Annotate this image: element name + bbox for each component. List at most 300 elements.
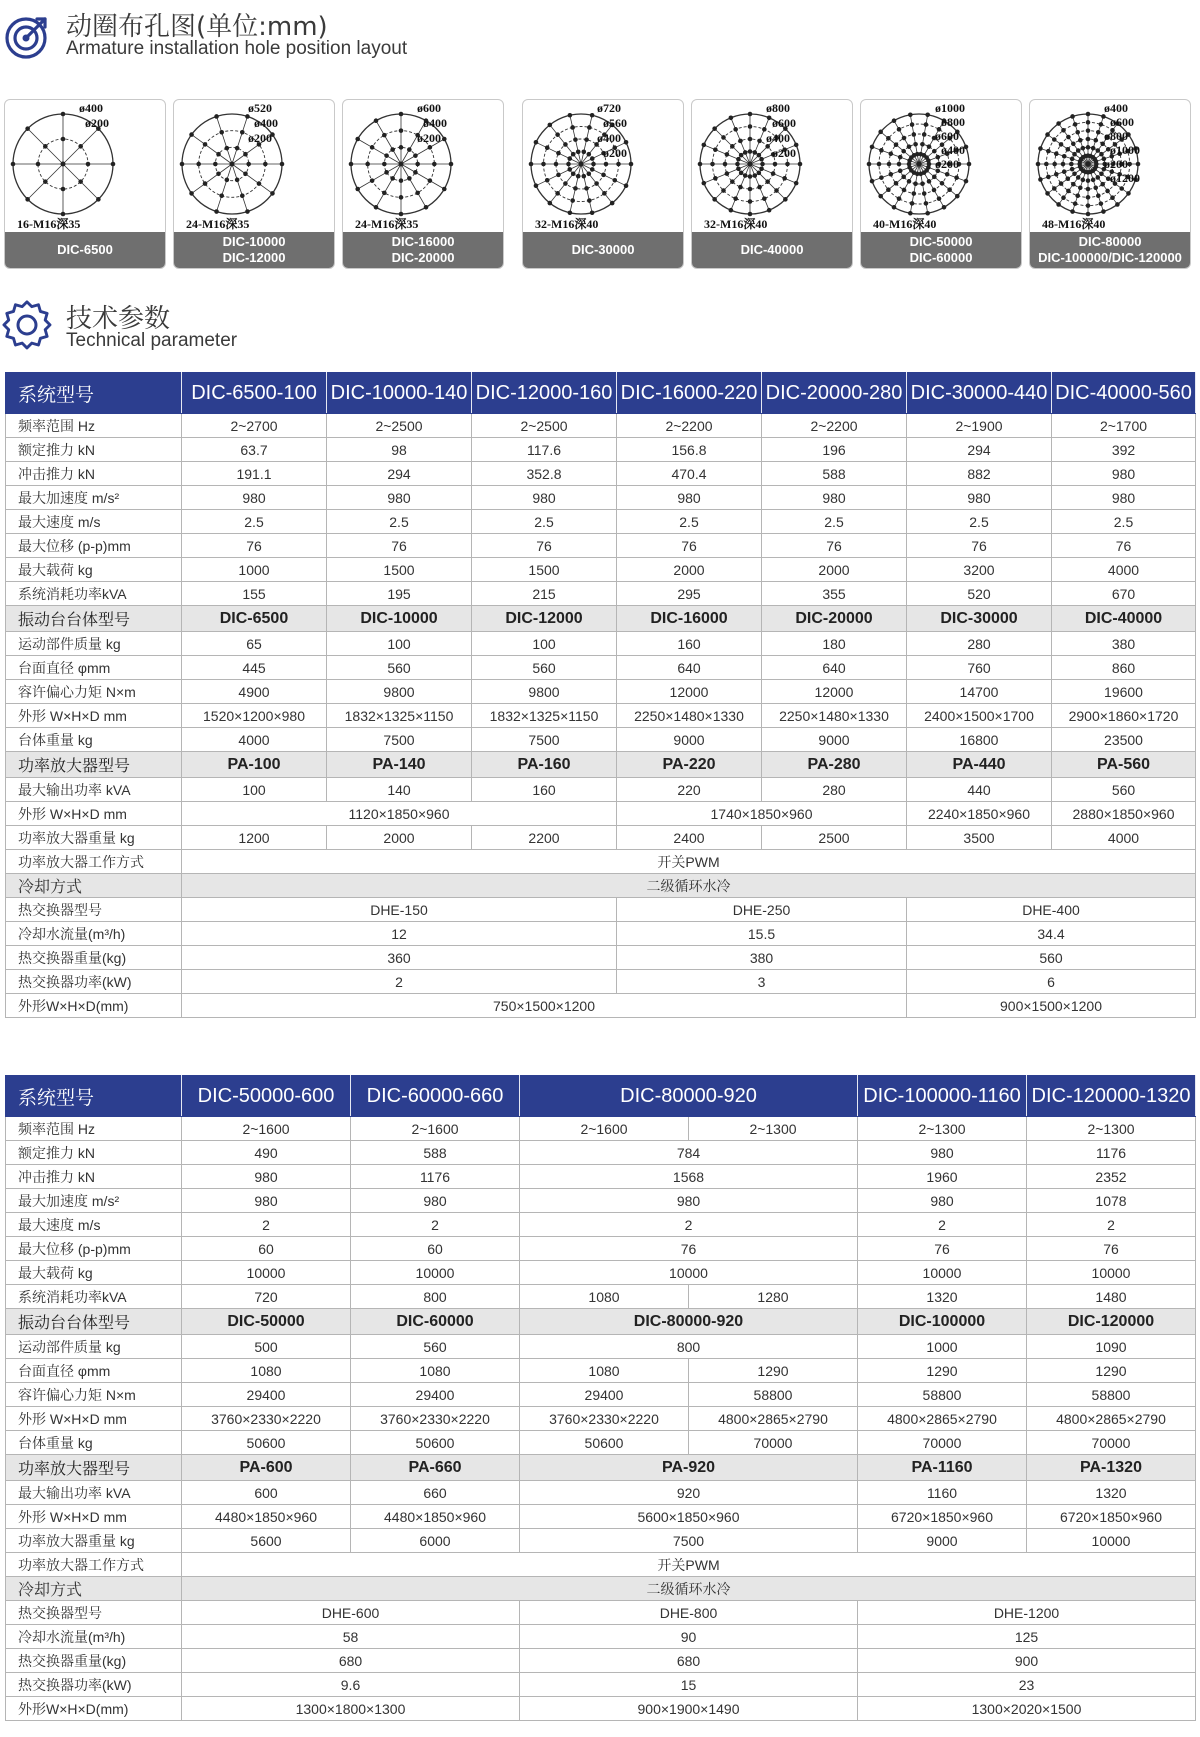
model-name: DIC-20000 xyxy=(391,250,455,265)
bolt-hole xyxy=(730,144,735,149)
model-name: DIC-60000 xyxy=(909,250,973,265)
bolt-hole xyxy=(1105,189,1110,194)
table-cell: 2~1700 xyxy=(1052,414,1196,438)
bolt-hole xyxy=(11,162,16,167)
bolt-hole xyxy=(736,157,741,162)
table-row xyxy=(6,1431,1196,1455)
spoke-line xyxy=(217,116,232,164)
bolt-hole xyxy=(61,137,66,142)
bolt-hole xyxy=(1072,152,1077,157)
table-cell: 980 xyxy=(327,486,472,510)
row-label: 热交换器型号 xyxy=(6,898,182,922)
table-cell: PA-220 xyxy=(617,752,762,778)
table-cell: 117.6 xyxy=(472,438,617,462)
bolt-hole xyxy=(752,150,757,155)
bolt-hole xyxy=(548,201,553,206)
bolt-hole xyxy=(894,142,899,147)
hole-spec-label: 48-M16深40 xyxy=(1042,217,1106,231)
table-cell: 60 xyxy=(182,1237,351,1261)
bolt-hole xyxy=(61,187,66,192)
table-row xyxy=(6,1165,1196,1189)
bolt-hole xyxy=(889,172,894,177)
bolt-hole xyxy=(555,191,560,196)
table-cell: 23 xyxy=(858,1673,1196,1697)
bolt-hole xyxy=(1091,146,1096,151)
table-cell: 6720×1850×960 xyxy=(858,1505,1027,1529)
bolt-hole xyxy=(908,112,913,117)
bolt-hole xyxy=(399,128,404,133)
bolt-hole xyxy=(901,149,906,154)
table-row xyxy=(6,1141,1196,1165)
bolt-hole xyxy=(1099,122,1104,127)
table-cell: PA-600 xyxy=(182,1455,351,1481)
bolt-hole xyxy=(270,191,275,196)
bolt-hole xyxy=(887,162,892,167)
center-point xyxy=(61,162,66,167)
bolt-hole xyxy=(570,125,575,130)
table-cell: 100 xyxy=(182,778,327,802)
table-cell: 76 xyxy=(907,534,1052,558)
table-cell: 294 xyxy=(327,462,472,486)
spoke-line xyxy=(232,164,247,212)
bolt-hole xyxy=(910,122,915,127)
table-cell: 1960 xyxy=(858,1165,1027,1189)
bolt-hole xyxy=(1062,169,1067,174)
table-cell: 二级循环水冷 xyxy=(182,874,1196,898)
table-cell: 980 xyxy=(762,486,907,510)
table-cell: PA-140 xyxy=(327,752,472,778)
bolt-hole xyxy=(1066,135,1071,140)
bolt-hole xyxy=(189,191,194,196)
bolt-hole xyxy=(219,130,224,135)
column-header: DIC-12000-160 xyxy=(472,373,617,414)
bolt-hole xyxy=(702,181,707,186)
bolt-hole xyxy=(529,162,534,167)
table-cell: 160 xyxy=(617,632,762,656)
center-point xyxy=(917,162,922,167)
row-label: 外形W×H×D(mm) xyxy=(6,994,182,1018)
table-cell: 560 xyxy=(907,946,1196,970)
hole-layout-diagram xyxy=(861,100,1021,232)
table-cell: 14700 xyxy=(907,680,1052,704)
bolt-hole xyxy=(748,187,753,192)
table-cell: 76 xyxy=(520,1237,858,1261)
bolt-hole xyxy=(733,196,738,201)
row-label: 冷却方式 xyxy=(6,874,182,898)
table-cell: 3 xyxy=(617,970,907,994)
bolt-hole xyxy=(1052,186,1057,191)
bolt-hole xyxy=(61,212,66,217)
bolt-hole xyxy=(1081,178,1086,183)
hole-layout-card xyxy=(860,99,1022,269)
table-cell: DHE-400 xyxy=(907,898,1196,922)
bolt-hole xyxy=(1065,147,1070,152)
bolt-hole xyxy=(1038,177,1043,182)
bolt-hole xyxy=(1086,128,1091,133)
hole-spec-label: 40-M16深40 xyxy=(873,217,937,231)
bolt-hole xyxy=(1070,167,1075,172)
row-label: 外形 W×H×D mm xyxy=(6,802,182,826)
bolt-hole xyxy=(203,181,208,186)
bolt-hole xyxy=(926,158,931,163)
bolt-hole xyxy=(1070,209,1075,214)
ring-diameter-label: ø800 xyxy=(1104,129,1128,143)
bolt-hole xyxy=(428,178,433,183)
bolt-hole xyxy=(870,145,875,150)
table-cell: 215 xyxy=(472,582,617,606)
center-point xyxy=(230,162,235,167)
bolt-hole xyxy=(374,118,379,123)
table-cell: 5600 xyxy=(182,1529,351,1553)
bolt-hole xyxy=(432,162,437,167)
table-cell: 588 xyxy=(351,1141,520,1165)
bolt-hole xyxy=(203,142,208,147)
bolt-hole xyxy=(36,162,41,167)
bolt-hole xyxy=(568,210,573,215)
bolt-hole xyxy=(911,132,916,137)
table-cell: 980 xyxy=(858,1189,1027,1213)
bolt-hole xyxy=(1073,122,1078,127)
ring-diameter-label: ø520 xyxy=(248,101,272,115)
bolt-hole xyxy=(897,127,902,132)
bolt-hole xyxy=(1091,178,1096,183)
table-cell: 2.5 xyxy=(617,510,762,534)
table-cell: 3200 xyxy=(907,558,1052,582)
table-cell: 1568 xyxy=(520,1165,858,1189)
ring-diameter-label: ø200 xyxy=(1104,157,1128,171)
hole-layout-diagram xyxy=(1030,100,1190,232)
bolt-hole xyxy=(879,148,884,153)
table-row xyxy=(6,1625,1196,1649)
bolt-hole xyxy=(442,137,447,142)
column-header: DIC-120000-1320 xyxy=(1027,1076,1196,1117)
row-label: 频率范围 Hz xyxy=(6,1117,182,1141)
bolt-hole xyxy=(43,179,48,184)
ring-diameter-label: ø400 xyxy=(766,131,790,145)
table-cell: 2~2200 xyxy=(762,414,907,438)
column-header: DIC-80000-920 xyxy=(520,1076,858,1117)
table-cell: DIC-30000 xyxy=(907,606,1052,632)
ring-diameter-label: ø1200 xyxy=(1110,171,1140,185)
row-label: 冲击推力 kN xyxy=(6,462,182,486)
model-name: DIC-10000 xyxy=(222,234,286,249)
table-cell: 23500 xyxy=(1052,728,1196,752)
table-cell: 800 xyxy=(520,1335,858,1359)
table-cell: 1832×1325×1150 xyxy=(472,704,617,728)
row-label: 最大载荷 kg xyxy=(6,1261,182,1285)
table-row xyxy=(6,1697,1196,1721)
table-cell: 7500 xyxy=(327,728,472,752)
table-cell: 392 xyxy=(1052,438,1196,462)
model-name: DIC-30000 xyxy=(571,242,635,257)
bolt-hole xyxy=(898,155,903,160)
table-cell: 10000 xyxy=(520,1261,858,1285)
table-cell: 2~2200 xyxy=(617,414,762,438)
bolt-hole xyxy=(545,145,550,150)
bolt-hole xyxy=(748,124,753,129)
bolt-hole xyxy=(555,132,560,137)
bolt-hole xyxy=(629,162,634,167)
table-cell: 1176 xyxy=(1027,1141,1196,1165)
column-header: DIC-30000-440 xyxy=(907,373,1052,414)
row-label: 外形 W×H×D mm xyxy=(6,1505,182,1529)
section-title-en: Technical parameter xyxy=(66,330,238,351)
bolt-hole xyxy=(1094,159,1099,164)
bolt-hole xyxy=(1100,182,1105,187)
table-cell: 670 xyxy=(1052,582,1196,606)
row-label: 热交换器重量(kg) xyxy=(6,1649,182,1673)
table-cell: 12 xyxy=(182,922,617,946)
bolt-hole xyxy=(748,137,753,142)
spoke-line xyxy=(401,164,426,207)
table-cell: 980 xyxy=(351,1189,520,1213)
row-label: 振动台台体型号 xyxy=(6,1309,182,1335)
table-cell: 9000 xyxy=(617,728,762,752)
bolt-hole xyxy=(586,152,591,157)
table-cell: 76 xyxy=(472,534,617,558)
row-label: 最大位移 (p-p)mm xyxy=(6,1237,182,1261)
bolt-hole xyxy=(189,132,194,137)
bolt-hole xyxy=(43,144,48,149)
table-cell: 784 xyxy=(520,1141,858,1165)
model-name: DIC-12000 xyxy=(222,250,286,265)
bolt-hole xyxy=(399,178,404,183)
bolt-hole xyxy=(96,197,101,202)
table-cell: 2~1300 xyxy=(858,1117,1027,1141)
table-cell: 2400 xyxy=(617,826,762,850)
model-caption xyxy=(523,232,683,268)
table-cell: 1120×1850×960 xyxy=(182,802,617,826)
table-cell: 50600 xyxy=(351,1431,520,1455)
table-cell: 3760×2330×2220 xyxy=(520,1407,689,1431)
row-label: 最大输出功率 kVA xyxy=(6,778,182,802)
bolt-hole xyxy=(355,187,360,192)
table-cell: 29400 xyxy=(182,1383,351,1407)
bolt-hole xyxy=(1045,191,1050,196)
bolt-hole xyxy=(889,151,894,156)
ring-diameter-label: ø200 xyxy=(248,131,272,145)
table-cell: 19600 xyxy=(1052,680,1196,704)
table-row xyxy=(6,656,1196,680)
table-cell: 7500 xyxy=(520,1529,858,1553)
ring-diameter-label: ø400 xyxy=(597,131,621,145)
table-row xyxy=(6,1213,1196,1237)
table-cell: 3760×2330×2220 xyxy=(351,1407,520,1431)
bolt-hole xyxy=(1078,138,1083,143)
bolt-hole xyxy=(415,191,420,196)
table-cell: 2200 xyxy=(472,826,617,850)
bolt-hole xyxy=(1059,142,1064,147)
bolt-hole xyxy=(216,152,221,157)
bolt-hole xyxy=(913,181,918,186)
bolt-hole xyxy=(924,122,929,127)
bolt-hole xyxy=(263,162,268,167)
center-point xyxy=(748,162,753,167)
table-cell: 1090 xyxy=(1027,1335,1196,1359)
bolt-hole xyxy=(748,174,753,179)
bolt-hole xyxy=(794,181,799,186)
table-cell: PA-660 xyxy=(351,1455,520,1481)
table-cell: 76 xyxy=(327,534,472,558)
column-header: DIC-16000-220 xyxy=(617,373,762,414)
table-cell: 280 xyxy=(907,632,1052,656)
table-cell: DIC-50000 xyxy=(182,1309,351,1335)
bolt-hole xyxy=(568,113,573,118)
row-label: 热交换器功率(kW) xyxy=(6,1673,182,1697)
table-row xyxy=(6,1601,1196,1625)
hole-spec-label: 16-M16深35 xyxy=(17,217,81,231)
table-row xyxy=(6,850,1196,874)
bolt-hole xyxy=(907,144,912,149)
bolt-hole xyxy=(967,162,972,167)
table-cell: 2~1900 xyxy=(907,414,1052,438)
bolt-hole xyxy=(25,126,30,131)
table-cell: 2~1300 xyxy=(1027,1117,1196,1141)
bolt-hole xyxy=(590,210,595,215)
table-cell: 开关PWM xyxy=(182,850,1196,874)
model-caption xyxy=(861,232,1021,268)
table-cell: 1080 xyxy=(520,1359,689,1383)
table-cell: PA-440 xyxy=(907,752,1052,778)
bolt-hole xyxy=(1061,162,1066,167)
ring-diameter-label: ø720 xyxy=(597,101,621,115)
row-label: 外形W×H×D(mm) xyxy=(6,1697,182,1721)
table-cell: 6000 xyxy=(351,1529,520,1553)
bolt-hole xyxy=(1065,176,1070,181)
table-cell: 1500 xyxy=(472,558,617,582)
table-cell: DIC-12000 xyxy=(472,606,617,632)
row-label: 台面直径 φmm xyxy=(6,1359,182,1383)
bolt-hole xyxy=(937,196,942,201)
table-cell: 2.5 xyxy=(762,510,907,534)
column-header: DIC-10000-140 xyxy=(327,373,472,414)
bolt-hole xyxy=(1070,157,1075,162)
bolt-hole xyxy=(214,114,219,119)
bolt-hole xyxy=(407,176,412,181)
bolt-hole xyxy=(698,162,703,167)
section-technical-header xyxy=(0,298,500,358)
bolt-hole xyxy=(757,153,762,158)
bolt-hole xyxy=(942,205,947,210)
model-name: DIC-80000 xyxy=(1078,234,1142,249)
bolt-hole xyxy=(898,169,903,174)
table-cell: 882 xyxy=(907,462,1052,486)
table-row xyxy=(6,1237,1196,1261)
table-cell: 9000 xyxy=(762,728,907,752)
table-cell: 15 xyxy=(520,1673,858,1697)
table-cell: 640 xyxy=(762,656,907,680)
table-cell: 70000 xyxy=(858,1431,1027,1455)
table-cell: 100 xyxy=(327,632,472,656)
table-cell: DIC-10000 xyxy=(327,606,472,632)
bolt-hole xyxy=(947,187,952,192)
bolt-hole xyxy=(920,142,925,147)
bolt-hole xyxy=(748,149,753,154)
table-row xyxy=(6,438,1196,462)
bolt-hole xyxy=(586,171,591,176)
ring-diameter-label: ø560 xyxy=(603,116,627,130)
table-cell: 156.8 xyxy=(617,438,762,462)
model-caption xyxy=(174,232,334,268)
column-header: DIC-6500-100 xyxy=(182,373,327,414)
bolt-hole xyxy=(567,156,572,161)
bolt-hole xyxy=(1070,114,1075,119)
model-name: DIC-40000 xyxy=(740,242,804,257)
bolt-hole xyxy=(428,145,433,150)
row-label: 热交换器重量(kg) xyxy=(6,946,182,970)
bolt-hole xyxy=(384,153,389,158)
bolt-hole xyxy=(563,142,568,147)
table-cell: 9000 xyxy=(858,1529,1027,1553)
table-cell: PA-100 xyxy=(182,752,327,778)
table-cell: 1080 xyxy=(182,1359,351,1383)
table-cell: 125 xyxy=(858,1625,1196,1649)
bolt-hole xyxy=(534,183,539,188)
row-label: 外形 W×H×D mm xyxy=(6,704,182,728)
table-cell: 760 xyxy=(907,656,1052,680)
bolt-hole xyxy=(1059,181,1064,186)
bolt-hole xyxy=(757,185,762,190)
table-cell: 63.7 xyxy=(182,438,327,462)
model-caption xyxy=(343,232,503,268)
table-row xyxy=(6,946,1196,970)
bolt-hole xyxy=(399,195,404,200)
table-cell: 2.5 xyxy=(472,510,617,534)
table-cell: 2~2500 xyxy=(472,414,617,438)
bolt-hole xyxy=(382,162,387,167)
table-cell: 360 xyxy=(182,946,617,970)
row-label: 冲击推力 kN xyxy=(6,1165,182,1189)
hole-layout-card xyxy=(691,99,853,269)
bolt-hole xyxy=(1099,152,1104,157)
model-name: DIC-16000 xyxy=(391,234,455,249)
table-row xyxy=(6,414,1196,438)
center-point xyxy=(1086,162,1091,167)
bolt-hole xyxy=(382,133,387,138)
bolt-hole xyxy=(1096,193,1101,198)
table-cell: 4480×1850×960 xyxy=(351,1505,520,1529)
bolt-hole xyxy=(1076,175,1081,180)
bolt-hole xyxy=(399,112,404,117)
bolt-hole xyxy=(1093,138,1098,143)
bolt-hole xyxy=(759,166,764,171)
bolt-hole xyxy=(782,176,787,181)
table-cell: 1000 xyxy=(182,558,327,582)
bolt-hole xyxy=(601,173,606,178)
table-cell: 980 xyxy=(182,486,327,510)
table-cell: 680 xyxy=(182,1649,520,1673)
table-cell: 195 xyxy=(327,582,472,606)
row-label: 台面直径 φmm xyxy=(6,656,182,680)
table-cell: 15.5 xyxy=(617,922,907,946)
bolt-hole xyxy=(584,137,589,142)
bolt-hole xyxy=(556,151,561,156)
bolt-hole xyxy=(545,178,550,183)
table-cell: 2250×1480×1330 xyxy=(617,704,762,728)
bolt-hole xyxy=(729,208,734,213)
table-row xyxy=(6,826,1196,850)
table-cell: 380 xyxy=(617,946,907,970)
bolt-hole xyxy=(927,144,932,149)
table-cell: 58 xyxy=(182,1625,520,1649)
bolt-hole xyxy=(587,198,592,203)
bolt-hole xyxy=(246,162,251,167)
table-cell: 2 xyxy=(182,1213,351,1237)
table-cell: 900×1500×1200 xyxy=(907,994,1196,1018)
bolt-hole xyxy=(1086,195,1091,200)
model-name: DIC-50000 xyxy=(909,234,973,249)
table-cell: 140 xyxy=(327,778,472,802)
